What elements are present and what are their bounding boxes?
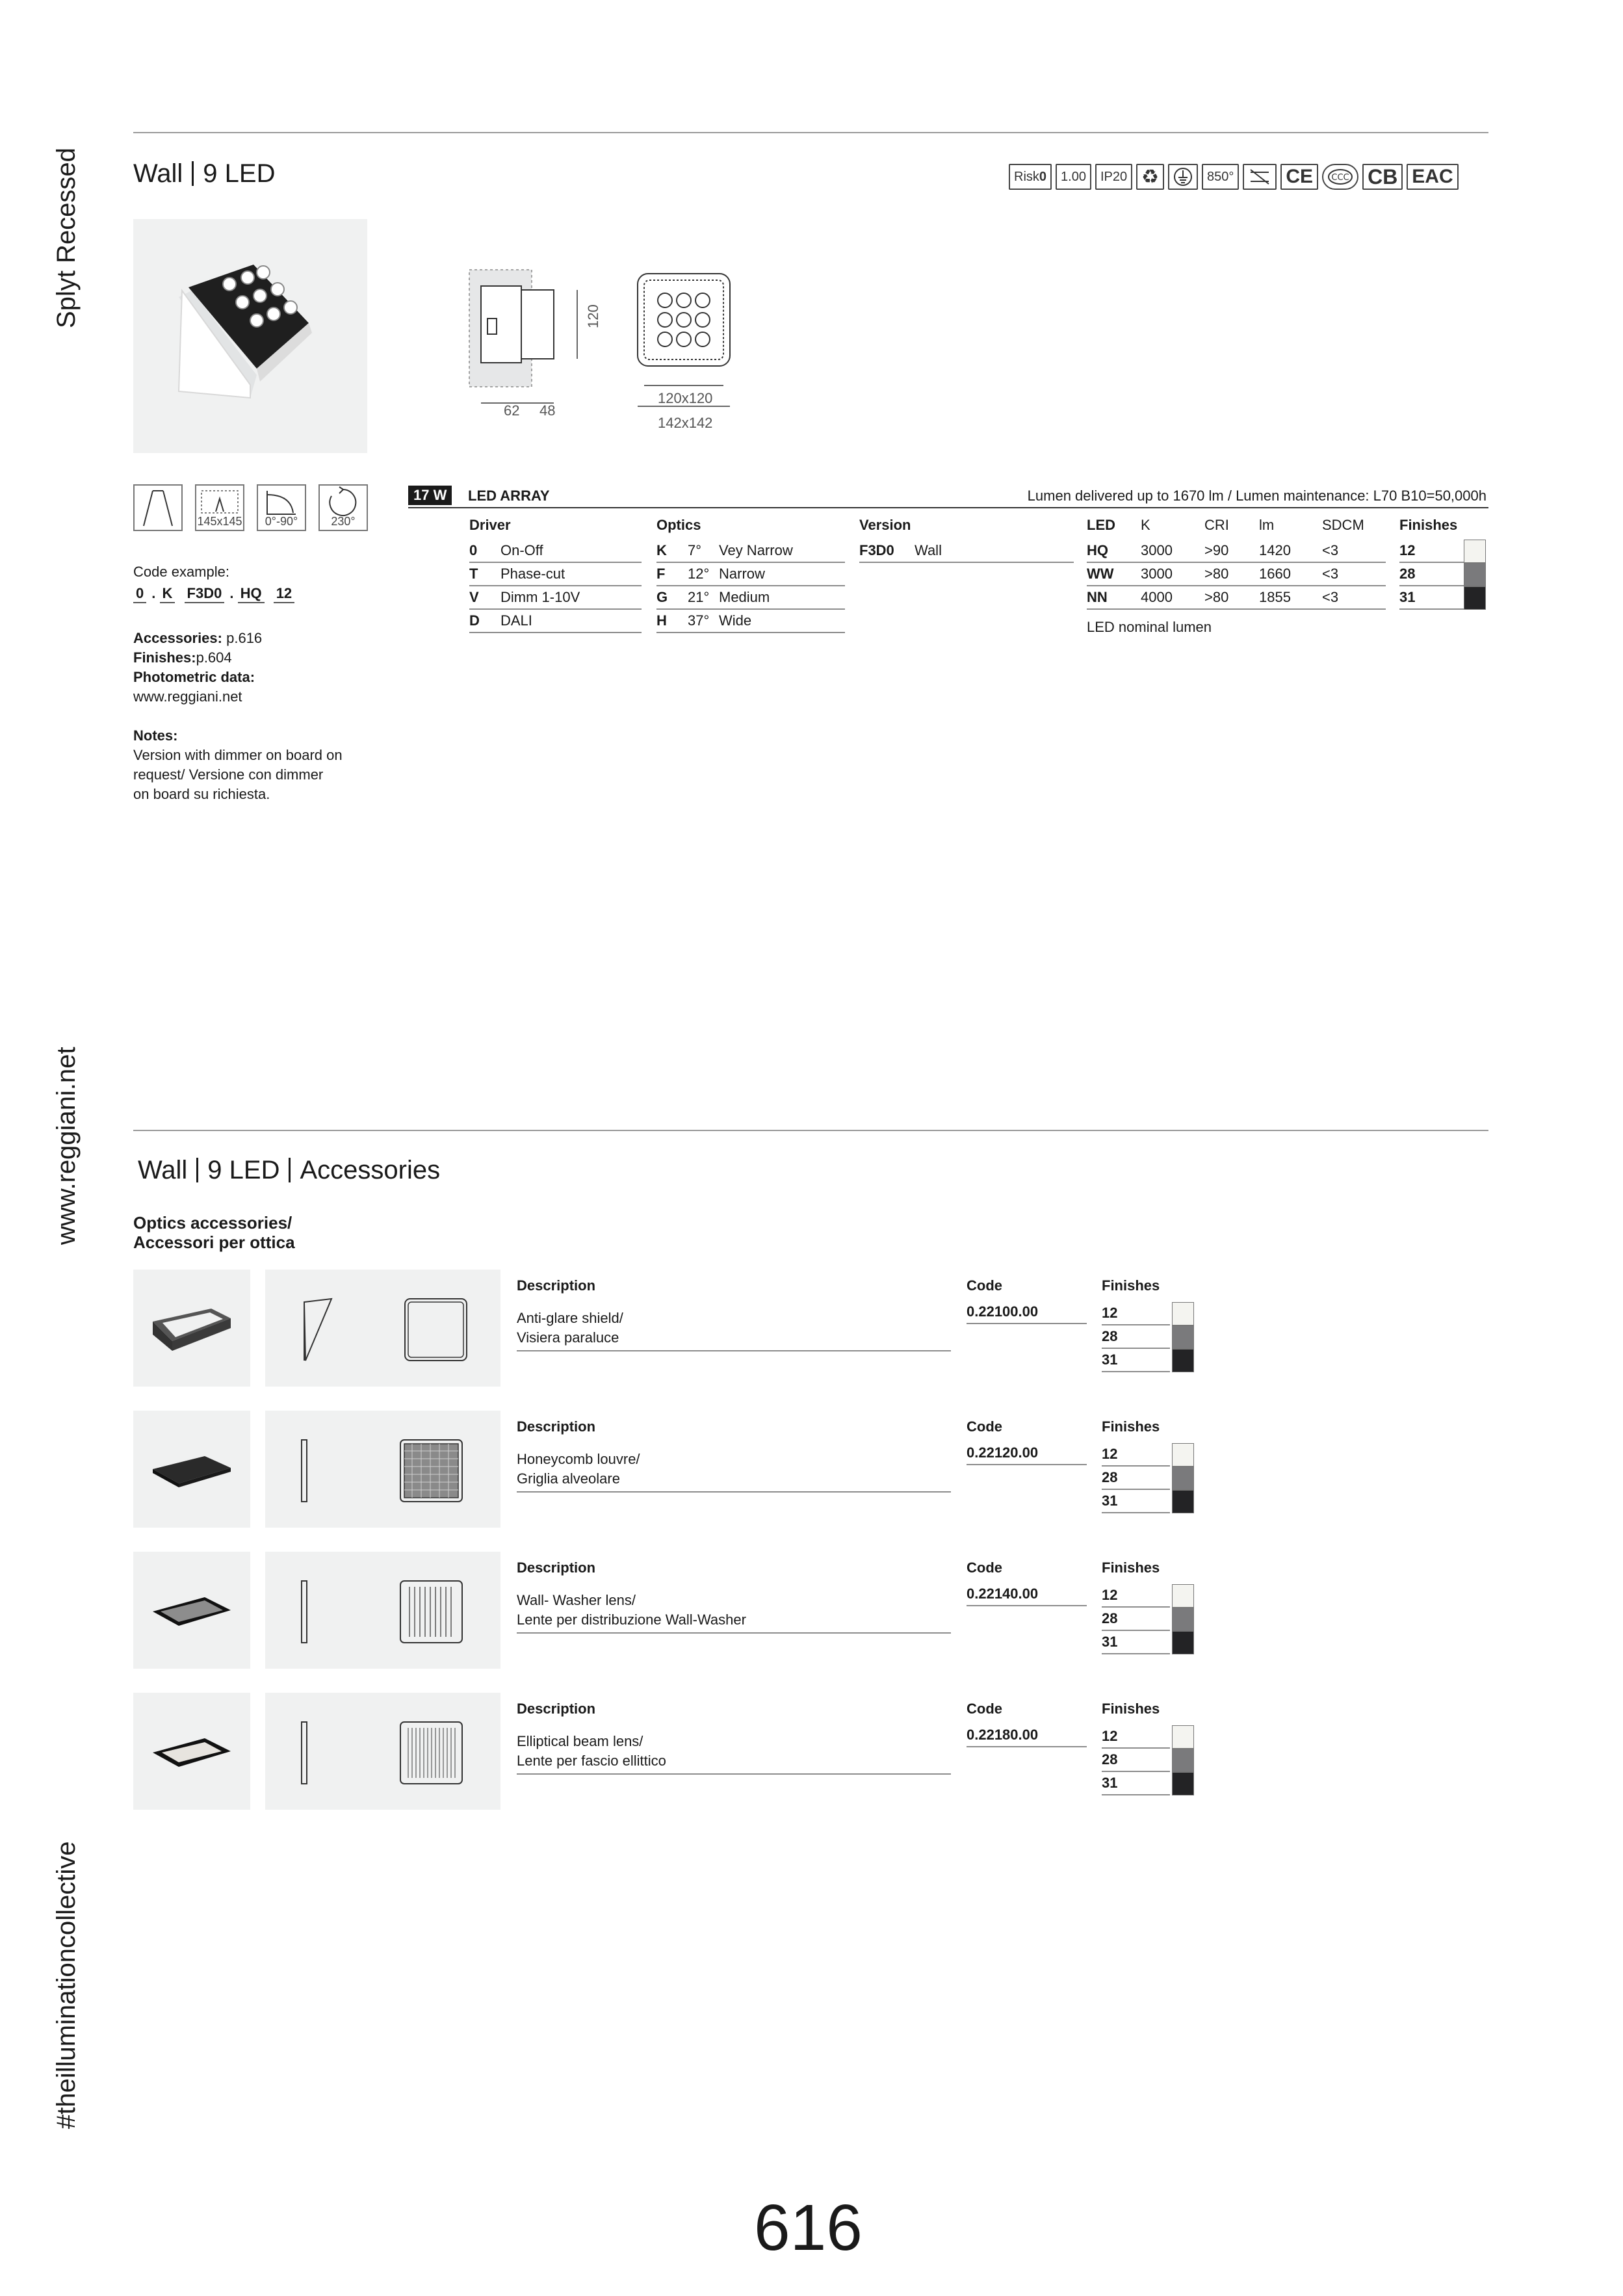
- cutout-icon: [195, 484, 244, 531]
- led-code: NN: [1087, 589, 1108, 605]
- acc-desc-line-1: Wall- Washer lens/: [517, 1592, 636, 1608]
- acc-desc-line-1: Anti-glare shield/: [517, 1310, 623, 1326]
- ip-value: IP20: [1100, 169, 1128, 184]
- ce-badge: [1280, 164, 1318, 190]
- acc-code: 0.22180.00: [967, 1727, 1087, 1747]
- svg-text:CCC: CCC: [1331, 173, 1349, 183]
- led-cri: >90: [1204, 542, 1229, 558]
- acc-finish-row: [1102, 1302, 1170, 1325]
- driver-row: [469, 586, 642, 610]
- acc-desc-header: Description: [517, 1701, 596, 1717]
- cri-header: CRI: [1204, 517, 1229, 533]
- code-part-finish: 12: [274, 585, 294, 603]
- code-part-driver: 0: [133, 585, 146, 603]
- finish-swatch-black: [1464, 586, 1486, 610]
- code-part-led: HQ: [238, 585, 265, 603]
- acc-finish-code: 28: [1102, 1469, 1118, 1485]
- acc-finish-row: [1102, 1325, 1170, 1349]
- rotation-label: 230°: [331, 515, 356, 528]
- finish-swatch-grey: [1464, 563, 1486, 586]
- photometric-link[interactable]: www.reggiani.net: [133, 688, 242, 705]
- optic-code: G: [656, 589, 668, 605]
- version-header: Version: [859, 517, 911, 533]
- led-k: 3000: [1141, 542, 1173, 558]
- acc-finish-row: [1102, 1490, 1170, 1513]
- optics-header: Optics: [656, 517, 701, 533]
- led-code: HQ: [1087, 542, 1108, 558]
- acc-code: 0.22120.00: [967, 1444, 1087, 1465]
- drawing-depth-b: 48: [539, 402, 556, 419]
- acc-finish-swatch: [1172, 1608, 1194, 1631]
- cutout-label: 145x145: [197, 515, 242, 528]
- beam-icon: [133, 484, 183, 531]
- finishes-label: Finishes:: [133, 649, 196, 666]
- temperature-badge: [1202, 164, 1239, 190]
- optic-angle: 37°: [688, 612, 710, 629]
- drawing-height: 120: [585, 304, 601, 328]
- accessory-drawing-2: [265, 1411, 500, 1528]
- accessories-rule: [133, 1130, 1488, 1131]
- finish-row: [1399, 540, 1464, 563]
- optic-name: Wide: [719, 612, 752, 629]
- acc-finishes-header: Finishes: [1102, 1277, 1160, 1294]
- photometric-label: Photometric data:: [133, 669, 255, 685]
- acc-finish-code: 28: [1102, 1610, 1118, 1626]
- acc-finish-row: [1102, 1772, 1170, 1795]
- page-number: 616: [754, 2191, 863, 2264]
- finish-row: [1399, 586, 1464, 610]
- acc-finish-row: [1102, 1631, 1170, 1654]
- notes-label: Notes:: [133, 727, 178, 744]
- accessory-photo-2: [133, 1411, 250, 1528]
- led-code: WW: [1087, 566, 1114, 582]
- acc-code: 0.22100.00: [967, 1303, 1087, 1324]
- cb-badge: [1362, 164, 1403, 190]
- acc-desc-header: Description: [517, 1418, 596, 1435]
- references: [133, 629, 367, 804]
- code-example: 0 . K F3D0 . HQ 12: [133, 585, 300, 603]
- acc-title-product: Wall: [138, 1156, 188, 1184]
- driver-name: Phase-cut: [500, 566, 565, 582]
- led-sdcm: <3: [1322, 542, 1339, 558]
- acc-finishes-header: Finishes: [1102, 1701, 1160, 1717]
- drawing-depth-a: 62: [504, 402, 520, 419]
- accessory-drawing-4: [265, 1693, 500, 1810]
- led-lm: 1855: [1259, 589, 1291, 605]
- acc-desc-line-1: Elliptical beam lens/: [517, 1733, 643, 1749]
- acc-finish-code: 12: [1102, 1305, 1118, 1321]
- lumen-note: Lumen delivered up to 1670 lm / Lumen maintenance: L70 B10=50,000h: [1027, 488, 1487, 504]
- finishes-header: Finishes: [1399, 517, 1458, 533]
- accessory-drawing-3: [265, 1552, 500, 1669]
- version-code: F3D0: [859, 542, 894, 558]
- product-illustration: [133, 219, 367, 453]
- acc-desc: [517, 1450, 951, 1493]
- optic-code: F: [656, 566, 666, 582]
- finish-swatch-white: [1464, 540, 1486, 563]
- certification-badges: [1009, 164, 1459, 190]
- driver-row: [469, 610, 642, 633]
- optic-name: Narrow: [719, 566, 765, 582]
- acc-finish-swatch: [1172, 1490, 1194, 1513]
- finish-code: 31: [1399, 589, 1416, 605]
- acc-finish-row: [1102, 1349, 1170, 1372]
- sdcm-header: SDCM: [1322, 517, 1364, 533]
- acc-finish-code: 12: [1102, 1446, 1118, 1462]
- optic-row: [656, 586, 845, 610]
- driver-name: DALI: [500, 612, 532, 629]
- acc-finish-swatch: [1172, 1584, 1194, 1608]
- acc-desc-line-2: Lente per distribuzione Wall-Washer: [517, 1611, 746, 1628]
- acc-title-section: Accessories: [300, 1156, 441, 1184]
- acc-desc-line-1: Honeycomb louvre/: [517, 1451, 640, 1467]
- optics-heading-line-1: Optics accessories/: [133, 1213, 292, 1233]
- factor-badge: [1056, 164, 1091, 190]
- acc-finish-row: [1102, 1608, 1170, 1631]
- optic-name: Medium: [719, 589, 770, 605]
- optics-accessories-heading: [133, 1213, 295, 1252]
- optic-code: H: [656, 612, 667, 629]
- acc-desc-header: Description: [517, 1277, 596, 1294]
- acc-title-variant: 9 LED: [207, 1156, 280, 1184]
- acc-title-divider: [196, 1158, 198, 1182]
- finishes-page[interactable]: p.604: [196, 649, 232, 666]
- optic-row: [656, 610, 845, 633]
- driver-code: T: [469, 566, 478, 582]
- led-k: 4000: [1141, 589, 1173, 605]
- driver-name: Dimm 1-10V: [500, 589, 580, 605]
- side-drawing: [468, 267, 598, 423]
- acc-desc-line-2: Visiera paraluce: [517, 1329, 619, 1346]
- accessories-page[interactable]: p.616: [226, 630, 263, 646]
- acc-finish-row: [1102, 1467, 1170, 1490]
- acc-code-header: Code: [967, 1418, 1002, 1435]
- accessories-title: [138, 1156, 440, 1185]
- driver-code: 0: [469, 542, 478, 558]
- led-row: [1087, 563, 1386, 586]
- eac-badge: [1407, 164, 1458, 190]
- acc-finishes-header: Finishes: [1102, 1418, 1160, 1435]
- title-divider: [192, 161, 194, 186]
- ip-badge: [1095, 164, 1132, 190]
- led-k: 3000: [1141, 566, 1173, 582]
- side-hashtag: #theilluminationcollective: [52, 1841, 81, 2129]
- led-cri: >80: [1204, 589, 1229, 605]
- acc-finish-code: 28: [1102, 1328, 1118, 1344]
- ccc-icon: [1322, 164, 1358, 190]
- acc-desc: [517, 1591, 951, 1634]
- accessory-photo-3: [133, 1552, 250, 1669]
- acc-finish-swatch: [1172, 1467, 1194, 1490]
- notes-line-2: request/ Versione con dimmer: [133, 766, 324, 783]
- acc-finish-row: [1102, 1443, 1170, 1467]
- rotation-icon: [318, 484, 368, 531]
- risk-badge: [1009, 164, 1052, 190]
- title-product: Wall: [133, 159, 183, 188]
- acc-code-header: Code: [967, 1701, 1002, 1717]
- led-row: [1087, 540, 1386, 563]
- product-photo: [133, 219, 367, 453]
- acc-finish-code: 12: [1102, 1728, 1118, 1744]
- acc-code-header: Code: [967, 1277, 1002, 1294]
- acc-desc-header: Description: [517, 1559, 596, 1576]
- acc-finish-swatch: [1172, 1302, 1194, 1325]
- spec-rule: [408, 507, 1488, 508]
- code-part-optic: K: [160, 585, 175, 603]
- k-header: K: [1141, 517, 1150, 533]
- optic-code: K: [656, 542, 667, 558]
- driver-code: V: [469, 589, 479, 605]
- acc-finish-swatch: [1172, 1349, 1194, 1372]
- risk-label: Risk: [1014, 169, 1039, 184]
- led-note: LED nominal lumen: [1087, 619, 1212, 635]
- acc-finish-code: 31: [1102, 1634, 1118, 1650]
- risk-value: 0: [1039, 169, 1047, 184]
- optic-row: [656, 540, 845, 563]
- ground-icon: [1168, 164, 1198, 190]
- side-category: Splyt Recessed: [52, 148, 81, 328]
- accessory-photo-1: [133, 1270, 250, 1387]
- finish-code: 12: [1399, 542, 1416, 558]
- acc-code: 0.22140.00: [967, 1585, 1087, 1606]
- acc-finishes-header: Finishes: [1102, 1559, 1160, 1576]
- version-row: [859, 540, 1074, 563]
- optic-row: [656, 563, 845, 586]
- acc-finish-code: 12: [1102, 1587, 1118, 1603]
- acc-finish-swatch: [1172, 1443, 1194, 1467]
- finish-code: 28: [1399, 566, 1416, 582]
- title-variant: 9 LED: [203, 159, 276, 188]
- acc-desc-line-2: Lente per fascio ellittico: [517, 1753, 666, 1769]
- acc-desc: [517, 1309, 951, 1351]
- accessory-drawing-1: [265, 1270, 500, 1387]
- eac-value: EAC: [1412, 166, 1453, 187]
- acc-finish-swatch: [1172, 1725, 1194, 1749]
- tilt-label: 0°-90°: [265, 515, 298, 528]
- tilt-icon: [257, 484, 306, 531]
- notes-line-3: on board su richiesta.: [133, 786, 270, 802]
- factor-value: 1.00: [1061, 169, 1086, 184]
- wattage-badge: 17 W: [408, 486, 452, 505]
- led-sdcm: <3: [1322, 566, 1339, 582]
- optic-angle: 21°: [688, 589, 710, 605]
- driver-code: D: [469, 612, 480, 629]
- front-outer-size: 142x142: [658, 415, 713, 431]
- acc-desc: [517, 1732, 951, 1775]
- acc-finish-row: [1102, 1725, 1170, 1749]
- side-website: www.reggiani.net: [52, 1047, 81, 1245]
- acc-finish-row: [1102, 1584, 1170, 1608]
- no-insulation-icon: [1243, 164, 1277, 190]
- led-row: [1087, 586, 1386, 610]
- acc-finish-swatch: [1172, 1631, 1194, 1654]
- led-array-label: LED ARRAY: [468, 488, 550, 504]
- cb-value: CB: [1368, 164, 1398, 189]
- driver-row: [469, 540, 642, 563]
- driver-name: On-Off: [500, 542, 543, 558]
- acc-finish-code: 28: [1102, 1751, 1118, 1768]
- recycle-icon: ♻: [1136, 164, 1164, 190]
- driver-header: Driver: [469, 517, 511, 533]
- led-lm: 1420: [1259, 542, 1291, 558]
- page-title: [133, 159, 275, 189]
- acc-finish-code: 31: [1102, 1493, 1118, 1509]
- code-example-label: Code example:: [133, 564, 229, 580]
- acc-finish-swatch: [1172, 1749, 1194, 1772]
- led-header: LED: [1087, 517, 1115, 533]
- optic-name: Vey Narrow: [719, 542, 793, 558]
- accessories-label: Accessories:: [133, 630, 222, 646]
- acc-desc-line-2: Griglia alveolare: [517, 1470, 620, 1487]
- optic-angle: 7°: [688, 542, 702, 558]
- led-lm: 1660: [1259, 566, 1291, 582]
- front-inner-size: 120x120: [658, 390, 713, 406]
- optics-heading-line-2: Accessori per ottica: [133, 1233, 295, 1252]
- version-name: Wall: [915, 542, 942, 558]
- acc-finish-swatch: [1172, 1772, 1194, 1795]
- lm-header: lm: [1259, 517, 1275, 533]
- acc-title-divider: [289, 1158, 291, 1182]
- accessory-photo-4: [133, 1693, 250, 1810]
- led-sdcm: <3: [1322, 589, 1339, 605]
- ce-value: CE: [1286, 166, 1314, 187]
- acc-code-header: Code: [967, 1559, 1002, 1576]
- notes-line-1: Version with dimmer on board on: [133, 747, 343, 763]
- acc-finish-swatch: [1172, 1325, 1194, 1349]
- acc-finish-row: [1102, 1749, 1170, 1772]
- temperature-value: 850°: [1207, 169, 1234, 184]
- acc-finish-code: 31: [1102, 1351, 1118, 1368]
- led-cri: >80: [1204, 566, 1229, 582]
- driver-row: [469, 563, 642, 586]
- top-rule: [133, 132, 1488, 133]
- acc-finish-code: 31: [1102, 1775, 1118, 1791]
- code-part-version: F3D0: [185, 585, 225, 603]
- finish-row: [1399, 563, 1464, 586]
- optic-angle: 12°: [688, 566, 710, 582]
